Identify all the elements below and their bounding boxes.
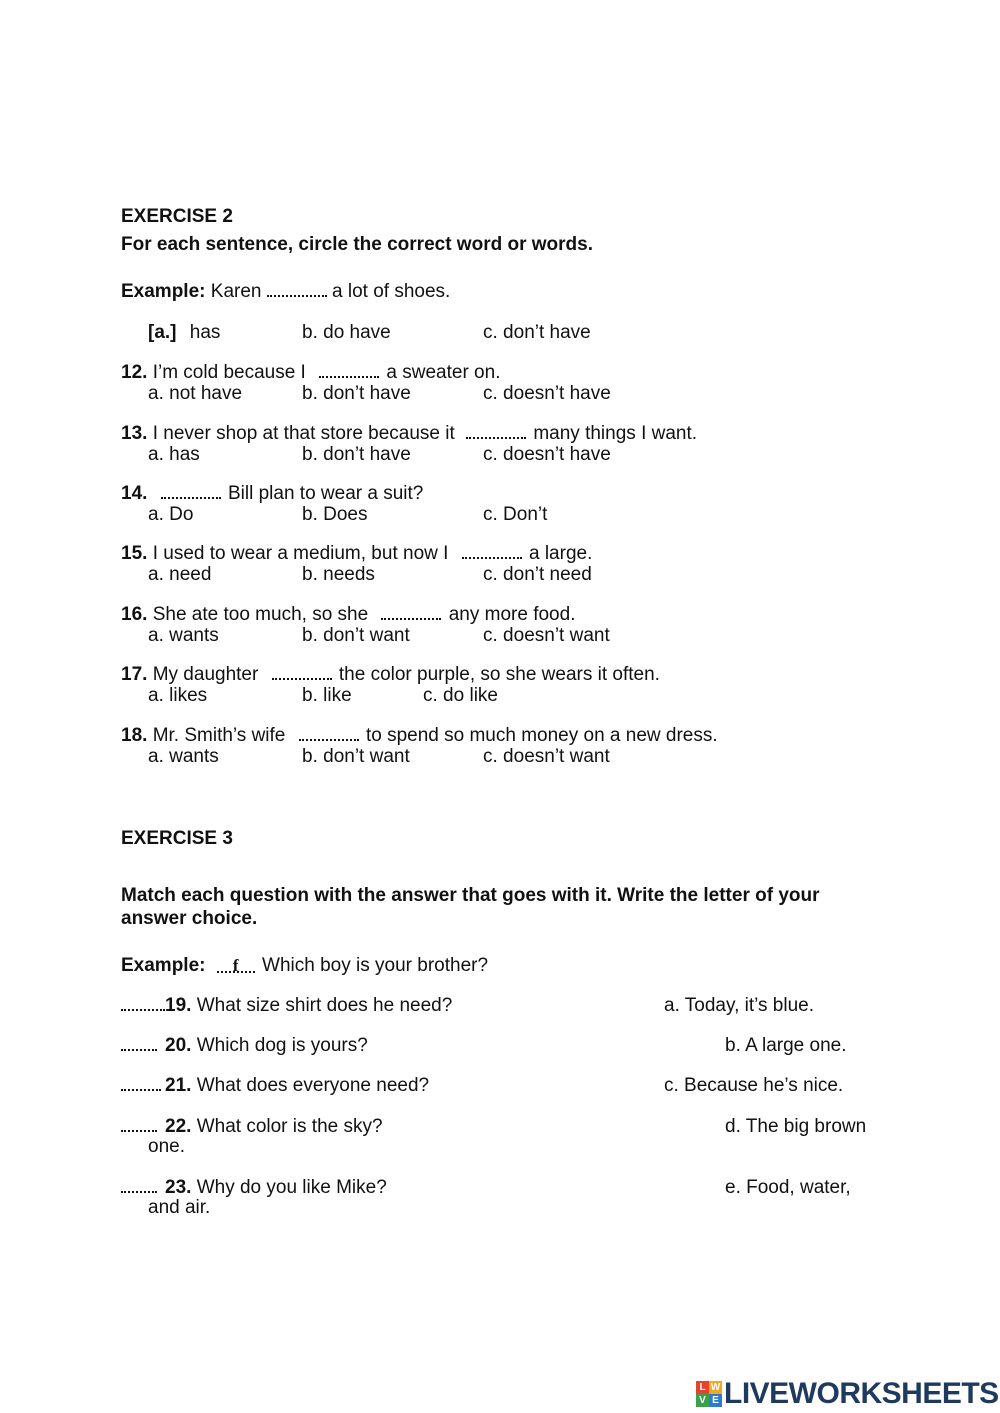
exercise-2-instruction: For each sentence, circle the correct word or words.: [121, 234, 593, 255]
question-text-after: the color purple, so she wears it often.: [338, 664, 660, 685]
exercise-3-title: EXERCISE 3: [121, 828, 233, 849]
option-b[interactable]: b. Does: [302, 504, 368, 525]
question-15: [121, 543, 592, 564]
example-option-a-marker: [a.]: [148, 322, 177, 343]
example-label: Example:: [121, 955, 206, 976]
logo-mark-l: L: [696, 1381, 709, 1394]
answer-blank[interactable]: [381, 604, 441, 620]
example-option-a-text: has: [189, 322, 221, 343]
example-blank: [267, 281, 327, 297]
liveworksheets-logo[interactable]: [696, 1377, 999, 1411]
match-answer-d-continued: one.: [148, 1136, 185, 1157]
question-number: 17.: [121, 664, 148, 685]
match-question-22: [121, 1116, 383, 1137]
question-text-after: a sweater on.: [386, 362, 501, 383]
example-option-c: c. don’t have: [483, 322, 591, 343]
match-answer-blank[interactable]: [121, 1116, 157, 1132]
example-label: Example:: [121, 281, 206, 302]
option-c[interactable]: c. do like: [423, 685, 498, 706]
match-question-21: [121, 1075, 429, 1096]
answer-blank[interactable]: [161, 483, 221, 499]
question-text: What does everyone need?: [196, 1075, 430, 1096]
option-c[interactable]: c. doesn’t have: [483, 444, 611, 465]
question-number: 23.: [165, 1177, 192, 1198]
example-after: a lot of shoes.: [332, 281, 451, 302]
question-18: [121, 725, 718, 746]
match-answer-e-continued: and air.: [148, 1197, 211, 1218]
option-c[interactable]: c. Don’t: [483, 504, 548, 525]
exercise-3-instruction-line2: answer choice.: [121, 908, 258, 929]
option-a[interactable]: a. likes: [148, 685, 208, 706]
question-17: [121, 664, 660, 685]
question-13: [121, 423, 697, 444]
option-c[interactable]: c. doesn’t want: [483, 625, 610, 646]
question-14: [121, 483, 423, 504]
question-text-before: I’m cold because I: [152, 362, 306, 383]
match-answer-a: a. Today, it’s blue.: [664, 995, 814, 1016]
option-a[interactable]: a. wants: [148, 746, 219, 767]
match-answer-b: b. A large one.: [725, 1035, 847, 1056]
option-b[interactable]: b. don’t want: [302, 746, 410, 767]
option-c[interactable]: c. don’t need: [483, 564, 592, 585]
match-answer-blank[interactable]: [121, 995, 165, 1011]
match-question-23: [121, 1177, 387, 1198]
match-question-19: [121, 995, 452, 1016]
question-12: [121, 362, 500, 383]
question-number: 12.: [121, 362, 148, 383]
question-text-before: Mr. Smith’s wife: [152, 725, 286, 746]
match-answer-blank[interactable]: [121, 1035, 157, 1051]
match-answer-blank[interactable]: [121, 1075, 161, 1091]
question-text-before: I used to wear a medium, but now I: [152, 543, 449, 564]
option-b[interactable]: b. don’t have: [302, 444, 411, 465]
answer-blank[interactable]: [319, 362, 379, 378]
logo-text: LIVEWORKSHEETS: [724, 1377, 999, 1410]
question-text-before: I never shop at that store because it: [152, 423, 455, 444]
question-text-after: any more food.: [448, 604, 576, 625]
logo-mark-w: W: [710, 1382, 721, 1393]
question-text-before: She ate too much, so she: [152, 604, 369, 625]
option-b[interactable]: b. don’t have: [302, 383, 411, 404]
question-number: 21.: [165, 1075, 192, 1096]
option-a[interactable]: a. need: [148, 564, 212, 585]
option-a[interactable]: a. wants: [148, 625, 219, 646]
question-text: Why do you like Mike?: [196, 1177, 387, 1198]
example-option-b: b. do have: [302, 322, 391, 343]
example-before: Karen: [210, 281, 262, 302]
match-question-20: [121, 1035, 368, 1056]
option-c[interactable]: c. doesn’t want: [483, 746, 610, 767]
logo-mark-icon: [696, 1381, 722, 1407]
question-text: Which dog is yours?: [196, 1035, 368, 1056]
option-c[interactable]: c. doesn’t have: [483, 383, 611, 404]
exercise-2-example: [121, 281, 450, 302]
question-number: 19.: [165, 995, 192, 1016]
logo-mark-v: V: [696, 1394, 709, 1407]
option-a[interactable]: a. has: [148, 444, 200, 465]
exercise-2-title: EXERCISE 2: [121, 206, 233, 227]
match-answer-c: c. Because he’s nice.: [664, 1075, 844, 1096]
question-number: 22.: [165, 1116, 192, 1137]
question-text-after: to spend so much money on a new dress.: [365, 725, 718, 746]
question-text: What size shirt does he need?: [196, 995, 453, 1016]
match-answer-d: d. The big brown: [725, 1116, 867, 1137]
answer-blank[interactable]: [272, 664, 332, 680]
example-option-a: [148, 322, 220, 343]
question-text: What color is the sky?: [196, 1116, 383, 1137]
option-b[interactable]: b. needs: [302, 564, 375, 585]
example-answer: f: [217, 955, 255, 973]
question-number: 15.: [121, 543, 148, 564]
example-question: Which boy is your brother?: [262, 955, 489, 976]
question-text-after: a large.: [528, 543, 593, 564]
question-number: 18.: [121, 725, 148, 746]
option-a[interactable]: a. Do: [148, 504, 194, 525]
match-answer-blank[interactable]: [121, 1177, 157, 1193]
question-16: [121, 604, 575, 625]
question-text-before: My daughter: [152, 664, 259, 685]
match-answer-e: e. Food, water,: [725, 1177, 851, 1198]
question-number: 20.: [165, 1035, 192, 1056]
question-number: 16.: [121, 604, 148, 625]
option-b[interactable]: b. like: [302, 685, 352, 706]
question-text-after: Bill plan to wear a suit?: [227, 483, 424, 504]
answer-blank[interactable]: [299, 725, 359, 741]
question-number: 13.: [121, 423, 148, 444]
exercise-3-example: [121, 955, 488, 976]
question-text-after: many things I want.: [533, 423, 698, 444]
exercise-3-instruction-line1: Match each question with the answer that goes with it. Write the letter of your: [121, 885, 820, 906]
option-b[interactable]: b. don’t want: [302, 625, 410, 646]
answer-blank[interactable]: [466, 423, 526, 439]
logo-mark-e: E: [709, 1394, 722, 1407]
question-number: 14.: [121, 483, 148, 504]
answer-blank[interactable]: [462, 543, 522, 559]
option-a[interactable]: a. not have: [148, 383, 243, 404]
